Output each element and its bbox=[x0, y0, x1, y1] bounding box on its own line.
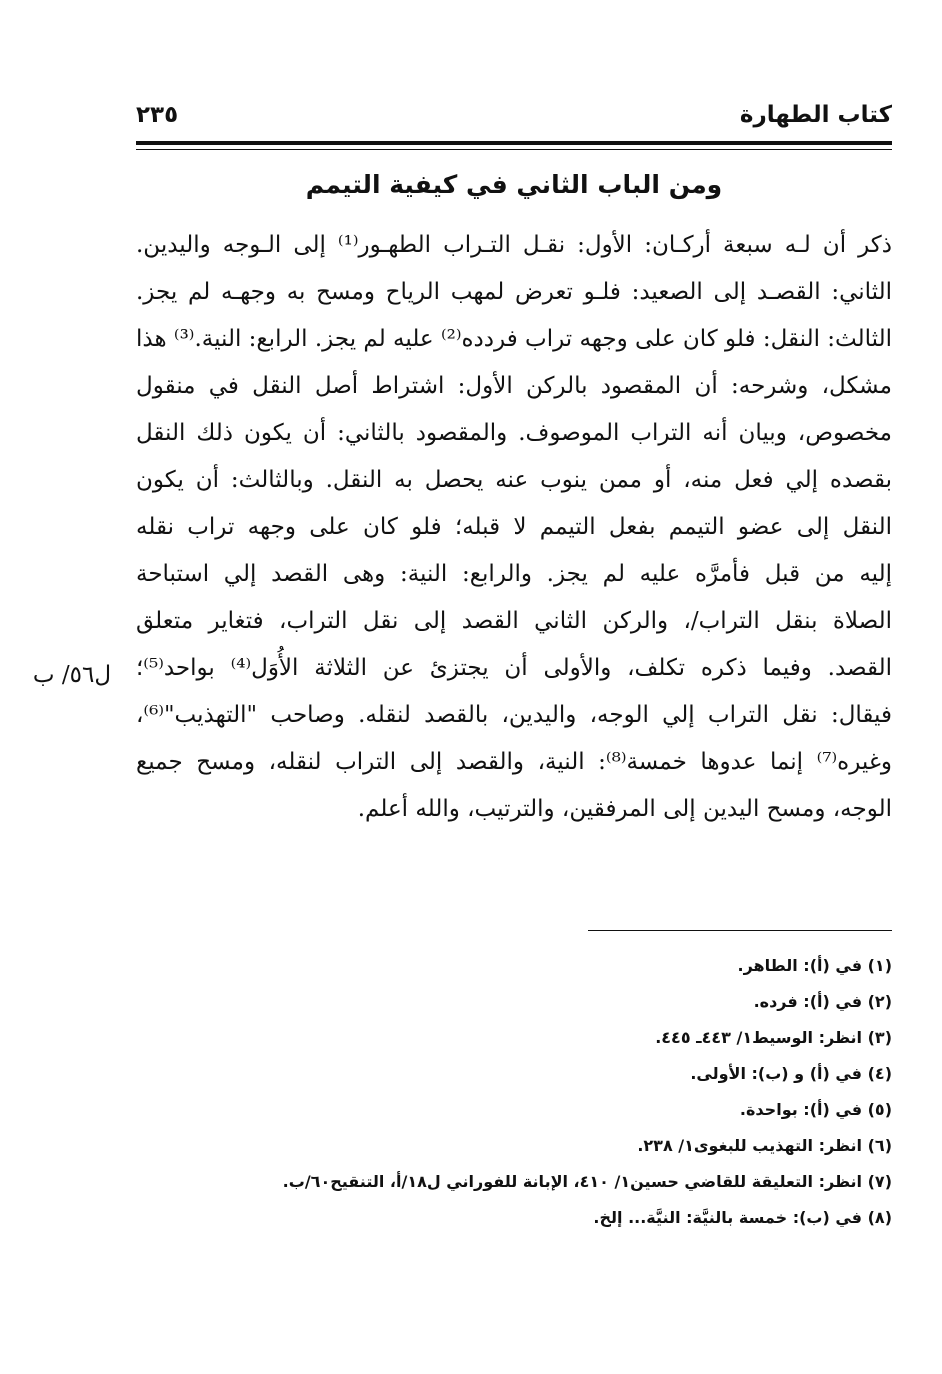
body-line: القصد. وفيما ذكره تكلف، والأولى أن يجتزئ عن الثلاثة الأُوَل⁽⁴⁾ بواحد⁽⁵⁾؛ bbox=[136, 655, 892, 681]
section-title: ومن الباب الثاني في كيفية التيمم bbox=[305, 170, 723, 199]
body-line: بقصده إلي فعل منه، أو ممن ينوب عنه يحصل به النقل. وبالثالث: أن يكون bbox=[136, 467, 892, 493]
footnotes bbox=[136, 948, 892, 1236]
footnote: (٧) انظر: التعليقة للقاضي حسين١/ ٤١٠، الإبانة للفوراني ل١٨/أ، التنقيح٦٠/ب. bbox=[282, 1172, 892, 1191]
footnote: (٨) في (ب): خمسة بالنيَّة: النيَّة... إلخ. bbox=[593, 1208, 892, 1227]
body-line: إليه من قبل فأمرَّه عليه لم يجز. والرابع: النية: وهى القصد إلي استباحة bbox=[136, 561, 892, 587]
body-line: النقل إلى عضو التيمم بفعل التيمم لا قبله؛ فلو كان على وجهه تراب نقله bbox=[136, 514, 892, 540]
footnote: (٥) في (أ): بواحدة. bbox=[739, 1100, 892, 1119]
body-line: فيقال: نقل التراب إلي الوجه، واليدين، بالقصد لنقله. وصاحب "التهذيب"⁽⁶⁾، bbox=[136, 702, 892, 728]
footnote: (٤) في (أ) و (ب): الأولى. bbox=[690, 1064, 892, 1083]
body-line: مخصوص، وبيان أنه التراب الموصوف. والمقصود بالثاني: أن يكون ذلك النقل bbox=[136, 420, 892, 446]
footnote: (٣) انظر: الوسيط١/ ٤٤٣ـ ٤٤٥. bbox=[655, 1028, 892, 1047]
body-line: الثالث: النقل: فلو كان على وجهه تراب فردده⁽²⁾ عليه لم يجز. الرابع: النية.⁽³⁾ هذا bbox=[136, 326, 892, 352]
book-title: كتاب الطهارة bbox=[739, 102, 892, 128]
header-rule-thick bbox=[136, 141, 892, 145]
page-header bbox=[136, 98, 892, 138]
body-line: الثاني: القصـد إلى الصعيد: فلـو تعرض لمهب الرياح ومسح به وجهـه لم يجز. bbox=[136, 279, 892, 305]
footnote: (٦) انظر: التهذيب للبغوى١/ ٢٣٨. bbox=[637, 1136, 892, 1155]
footnote-separator bbox=[588, 930, 892, 931]
page-number: ٢٣٥ bbox=[136, 102, 179, 128]
body-text bbox=[136, 222, 892, 833]
body-line: الصلاة بنقل التراب/، والركن الثاني القصد إلى نقل التراب، فتغاير متعلق bbox=[136, 608, 892, 634]
body-line: ذكر أن لـه سبعة أركـان: الأول: نقـل التـراب الطهـور⁽¹⁾ إلى الـوجه واليدين. bbox=[136, 232, 892, 258]
body-line: مشكل، وشرحه: أن المقصود بالركن الأول: اشتراط أصل النقل في منقول bbox=[136, 373, 892, 399]
body-line: وغيره⁽⁷⁾ إنما عدوها خمسة⁽⁸⁾: النية، والقصد إلى التراب لنقله، ومسح جميع bbox=[136, 749, 892, 775]
manuscript-folio-note: ل٥٦/ ب bbox=[32, 662, 112, 688]
body-line: الوجه، ومسح اليدين إلى المرفقين، والترتيب، والله أعلم. bbox=[357, 796, 892, 822]
footnote: (٢) في (أ): فرده. bbox=[753, 992, 892, 1011]
header-rule-thin bbox=[136, 149, 892, 150]
footnote: (١) في (أ): الطاهر. bbox=[737, 956, 892, 975]
